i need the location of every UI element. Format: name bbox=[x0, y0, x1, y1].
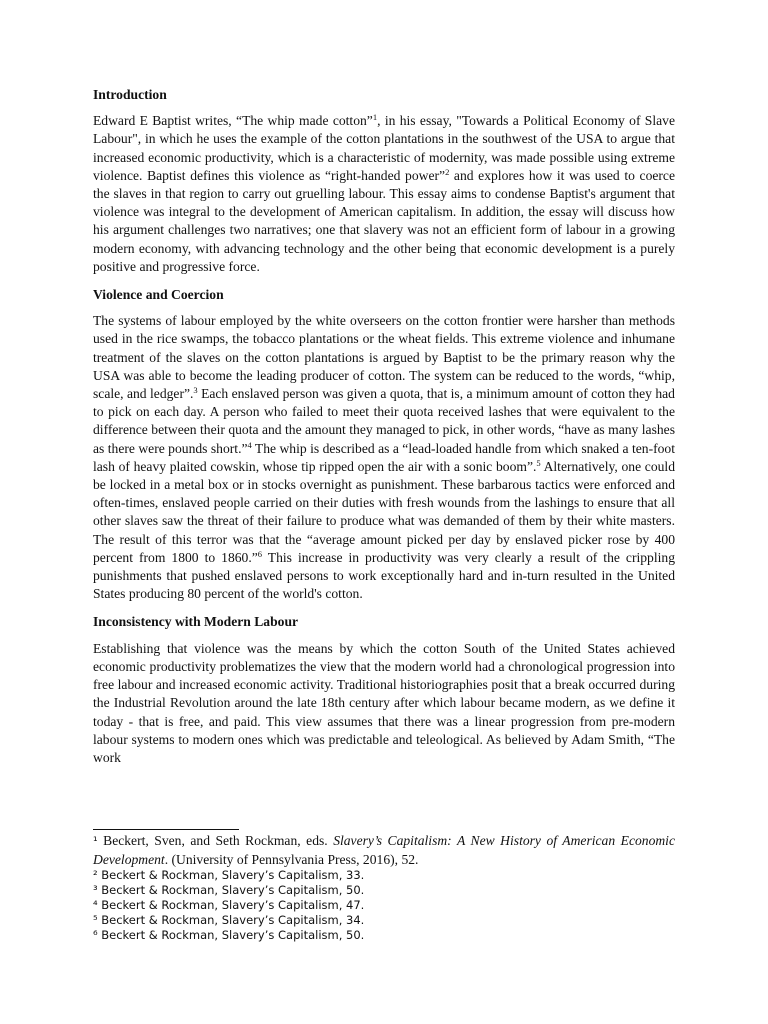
text-run: The systems of labour employed by the white overseers on the cotton frontier were harsher than methods used in the rice swamps, the tobacco plantations or the wheat fields. This extreme violence and inhumane treatment of the slaves on the cotton plantations is argued by Baptist to be the primary reason why the USA was able to become the leading producer of cotton. The system can be reduced to the words, “whip, scale, and ledger”. bbox=[93, 313, 675, 402]
footnote-5: ⁵ Beckert & Rockman, Slavery’s Capitalism, 34. bbox=[93, 913, 365, 927]
footnote-reference: 2 bbox=[445, 166, 450, 177]
footnote-separator bbox=[93, 829, 239, 830]
footnote-4: ⁴ Beckert & Rockman, Slavery’s Capitalism, 47. bbox=[93, 898, 365, 912]
footnote-1 bbox=[93, 832, 675, 868]
text-run: Each enslaved person was given a quota, that is, a minimum amount of cotton they had to pick on each day. A person who failed to meet their quota received lashes that were equivalent to the difference between their quota and the amount they managed to pick, in other words, “have as many lashes as there were pounds short.” bbox=[93, 386, 675, 456]
footnote-reference: 5 bbox=[536, 457, 541, 468]
footnote-reference: 1 bbox=[372, 112, 378, 123]
text-run: and explores how it was used to coerce the slaves in that region to carry out gruelling labour. This essay aims to condense Baptist's argument that violence was integral to the development of American capitalism. In addition, the essay will discuss how his argument challenges two narratives; one that slavery was not an efficient form of labour in a growing modern economy, with advancing technology and the other being that economic development is a purely positive and progressive force. bbox=[93, 167, 675, 274]
document-body bbox=[93, 86, 675, 777]
footnote-text: Beckert, Sven, and Seth Rockman, eds. bbox=[97, 833, 334, 848]
footnote-6: ⁶ Beckert & Rockman, Slavery’s Capitalism, 50. bbox=[93, 928, 365, 942]
footnote-mark: ¹ bbox=[93, 834, 98, 848]
footnote-2: ² Beckert & Rockman, Slavery’s Capitalism, 33. bbox=[93, 868, 365, 882]
text-run: Establishing that violence was the means by which the cotton South of the United States achieved economic productivity problematizes the view that the modern world had a chronological progression into free labour and increased economic activity. Traditional historiographies posit that a break occurred during the Industrial Revolution around the late 18th century after which labour became modern, as we define it today - that is free, and paid. This view assumes that there was a linear progression from pre-modern labour systems to modern ones which was predictable and teleological. As believed by Adam Smith, “The work bbox=[93, 640, 675, 765]
text-run: , in his essay, "Towards a Political Economy of Slave Labour", in which he uses the example of the cotton plantations in the southwest of the USA to argue that increased economic productivity, which is a characteristic of modernity, was made possible using extreme violence. Baptist defines this violence as “right-handed power” bbox=[93, 113, 675, 183]
footnote-3: ³ Beckert & Rockman, Slavery’s Capitalism, 50. bbox=[93, 883, 365, 897]
text-run: This increase in productivity was very clearly a result of the crippling punishments that pushed enslaved persons to work exceptionally hard and in-turn resulted in the United States producing 80 percent of the world's cotton. bbox=[93, 549, 675, 602]
body-paragraph bbox=[93, 312, 675, 603]
footnote-reference: 4 bbox=[247, 439, 252, 450]
text-run: The whip is described as a “lead-loaded handle from which snaked a ten-foot lash of heavy plaited cowskin, whose tip ripped open the air with a sonic boom”. bbox=[93, 440, 675, 474]
footnote-text: . (University of Pennsylvania Press, 2016), 52. bbox=[164, 851, 419, 867]
footnotes bbox=[93, 829, 675, 943]
footnote-reference: 6 bbox=[257, 548, 263, 559]
footnote-reference: 3 bbox=[193, 385, 198, 396]
text-run: Edward E Baptist writes, “The whip made cotton” bbox=[93, 113, 373, 129]
section-heading: Violence and Coercion bbox=[93, 287, 224, 303]
body-paragraph bbox=[93, 640, 675, 767]
footnote-book-title: Slavery’s Capitalism: A New History of American Economic Development bbox=[93, 833, 675, 867]
text-run: Alternatively, one could be locked in a metal box or in stocks overnight as punishment. These barbarous tactics were enforced and often-times, enslaved people carried on their duties with fresh wounds from the lashings to ensure that all other slaves saw the threat of their failure to produce what was demanded of them by their white masters. The result of this terror was that the “average amount picked per day by enslaved picker rose by 400 percent from 1800 to 1860.” bbox=[93, 458, 675, 565]
section-heading: Introduction bbox=[93, 87, 167, 102]
section-heading: Inconsistency with Modern Labour bbox=[93, 614, 299, 630]
body-paragraph bbox=[93, 112, 675, 276]
